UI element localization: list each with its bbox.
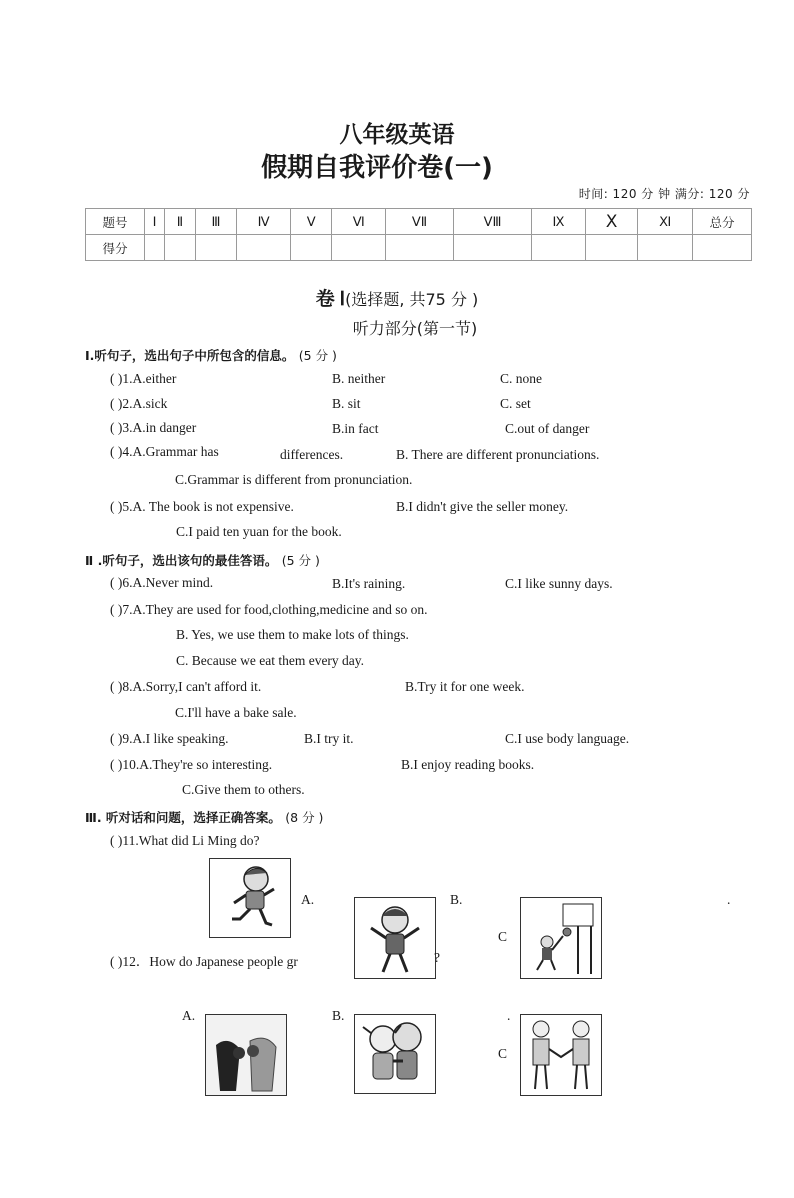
q3-option-c[interactable]: C.out of danger	[505, 421, 590, 436]
exam-title-line2: 假期自我评价卷(一)	[261, 153, 493, 183]
section-3-heading	[85, 808, 323, 826]
question-5[interactable]: ( )5.A. The book is not expensive.	[110, 499, 294, 514]
score-cell[interactable]	[693, 235, 752, 261]
score-table-score-row	[86, 235, 752, 261]
section-2-heading	[85, 551, 320, 569]
score-col-total: 总分	[693, 209, 752, 235]
volume-label: 卷 Ⅰ	[315, 289, 346, 310]
q11-option-a[interactable]: A.	[301, 892, 315, 907]
score-col: Ⅰ	[145, 209, 165, 235]
q10-option-b[interactable]: B.I enjoy reading books.	[401, 757, 535, 772]
question-1[interactable]: ( )1.A.either	[110, 371, 177, 386]
handshake-icon[interactable]	[520, 1014, 602, 1096]
running-boy-icon[interactable]	[209, 858, 291, 938]
score-col: Ⅹ	[585, 209, 638, 235]
q8-option-b[interactable]: B.Try it for one week.	[405, 679, 525, 694]
score-col: Ⅺ	[638, 209, 693, 235]
score-cell[interactable]	[453, 235, 531, 261]
exam-title-line1: 八年级英语	[339, 122, 455, 148]
volume-heading	[0, 284, 794, 311]
q12-option-a[interactable]: A.	[182, 1008, 196, 1023]
question-10[interactable]: ( )10.A.They're so interesting.	[110, 757, 273, 772]
section-1-heading	[85, 346, 337, 364]
score-col: Ⅳ	[237, 209, 291, 235]
score-table	[85, 208, 752, 261]
section-2-title: Ⅱ .听句子，选出该句的最佳答语。	[85, 553, 278, 568]
section-1-title: Ⅰ.听句子，选出句子中所包含的信息。	[85, 348, 295, 363]
part-title: 听力部分(第一节)	[352, 319, 478, 338]
hugging-children-icon[interactable]	[354, 1014, 436, 1094]
score-col: ⅤⅢ	[453, 209, 531, 235]
score-cell[interactable]	[291, 235, 332, 261]
score-col: Ⅵ	[332, 209, 386, 235]
score-cell[interactable]	[145, 235, 165, 261]
score-col: Ⅲ	[195, 209, 236, 235]
q1-option-c[interactable]: C. none	[500, 371, 542, 386]
jumping-boy-icon[interactable]	[354, 897, 436, 979]
question-11[interactable]: ( )11.What did Li Ming do?	[110, 833, 260, 848]
score-cell[interactable]	[386, 235, 454, 261]
score-col: Ⅱ	[165, 209, 196, 235]
section-3-points: (8 分 )	[285, 810, 324, 825]
score-cell[interactable]	[237, 235, 291, 261]
q9-option-c[interactable]: C.I use body language.	[505, 731, 630, 746]
score-cell[interactable]	[165, 235, 196, 261]
section-2-points: (5 分 )	[281, 553, 320, 568]
score-cell[interactable]	[195, 235, 236, 261]
section-1-points: (5 分 )	[298, 348, 337, 363]
question-12-tail: ?	[434, 950, 440, 965]
q11-trailing-dot: .	[727, 892, 731, 907]
score-cell[interactable]	[585, 235, 638, 261]
q2-option-c[interactable]: C. set	[500, 396, 531, 411]
q10-option-c[interactable]: C.Give them to others.	[182, 782, 305, 797]
q9-option-b[interactable]: B.I try it.	[304, 731, 354, 746]
q6-option-b[interactable]: B.It's raining.	[332, 576, 406, 591]
score-cell[interactable]	[532, 235, 586, 261]
q4-option-b[interactable]: B. There are different pronunciations.	[396, 447, 600, 462]
q6-option-c[interactable]: C.I like sunny days.	[505, 576, 613, 591]
score-cell[interactable]	[332, 235, 386, 261]
score-col: ⅤⅡ	[386, 209, 454, 235]
question-8[interactable]: ( )8.A.Sorry,I can't afford it.	[110, 679, 262, 694]
q4-option-a-continued: differences.	[280, 447, 344, 462]
basketball-player-icon[interactable]	[520, 897, 602, 979]
q2-option-b[interactable]: B. sit	[332, 396, 361, 411]
q8-option-c[interactable]: C.I'll have a bake sale.	[175, 705, 297, 720]
score-col: Ⅴ	[291, 209, 332, 235]
q7-option-c[interactable]: C. Because we eat them every day.	[176, 653, 365, 668]
q12-option-b[interactable]: B.	[332, 1008, 345, 1023]
score-table-row2-label: 得分	[86, 235, 145, 261]
section-3-title: Ⅲ. 听对话和问题，选择正确答案。	[85, 810, 281, 825]
q11-option-b[interactable]: B.	[450, 892, 463, 907]
question-7[interactable]: ( )7.A.They are used for food,clothing,medicine and so on.	[110, 602, 428, 617]
q4-option-c[interactable]: C.Grammar is different from pronunciation.	[175, 472, 413, 487]
q3-option-b[interactable]: B.in fact	[332, 421, 379, 436]
score-cell[interactable]	[638, 235, 693, 261]
q7-option-b[interactable]: B. Yes, we use them to make lots of things.	[176, 627, 409, 642]
score-col: Ⅸ	[532, 209, 586, 235]
q11-option-c[interactable]: C	[498, 929, 508, 944]
question-3[interactable]: ( )3.A.in danger	[110, 420, 197, 435]
question-4[interactable]: ( )4.A.Grammar has	[110, 444, 219, 459]
q1-option-b[interactable]: B. neither	[332, 371, 386, 386]
volume-note: (选择题, 共75 分 )	[345, 290, 479, 309]
question-6[interactable]: ( )6.A.Never mind.	[110, 575, 214, 590]
score-table-row1-label: 题号	[86, 209, 145, 235]
question-2[interactable]: ( )2.A.sick	[110, 396, 168, 411]
time-info: 时间: 120 分 钟 满分: 120 分	[578, 187, 750, 201]
q5-option-c[interactable]: C.I paid ten yuan for the book.	[176, 524, 342, 539]
q5-option-b[interactable]: B.I didn't give the seller money.	[396, 499, 569, 514]
q12-option-c[interactable]: C	[498, 1046, 508, 1061]
score-table-header-row	[86, 209, 752, 235]
bowing-people-icon[interactable]	[205, 1014, 287, 1096]
question-9[interactable]: ( )9.A.I like speaking.	[110, 731, 229, 746]
question-12[interactable]: ( )12．How do Japanese people gr	[110, 954, 298, 969]
q12-trailing-dot: .	[507, 1008, 511, 1023]
